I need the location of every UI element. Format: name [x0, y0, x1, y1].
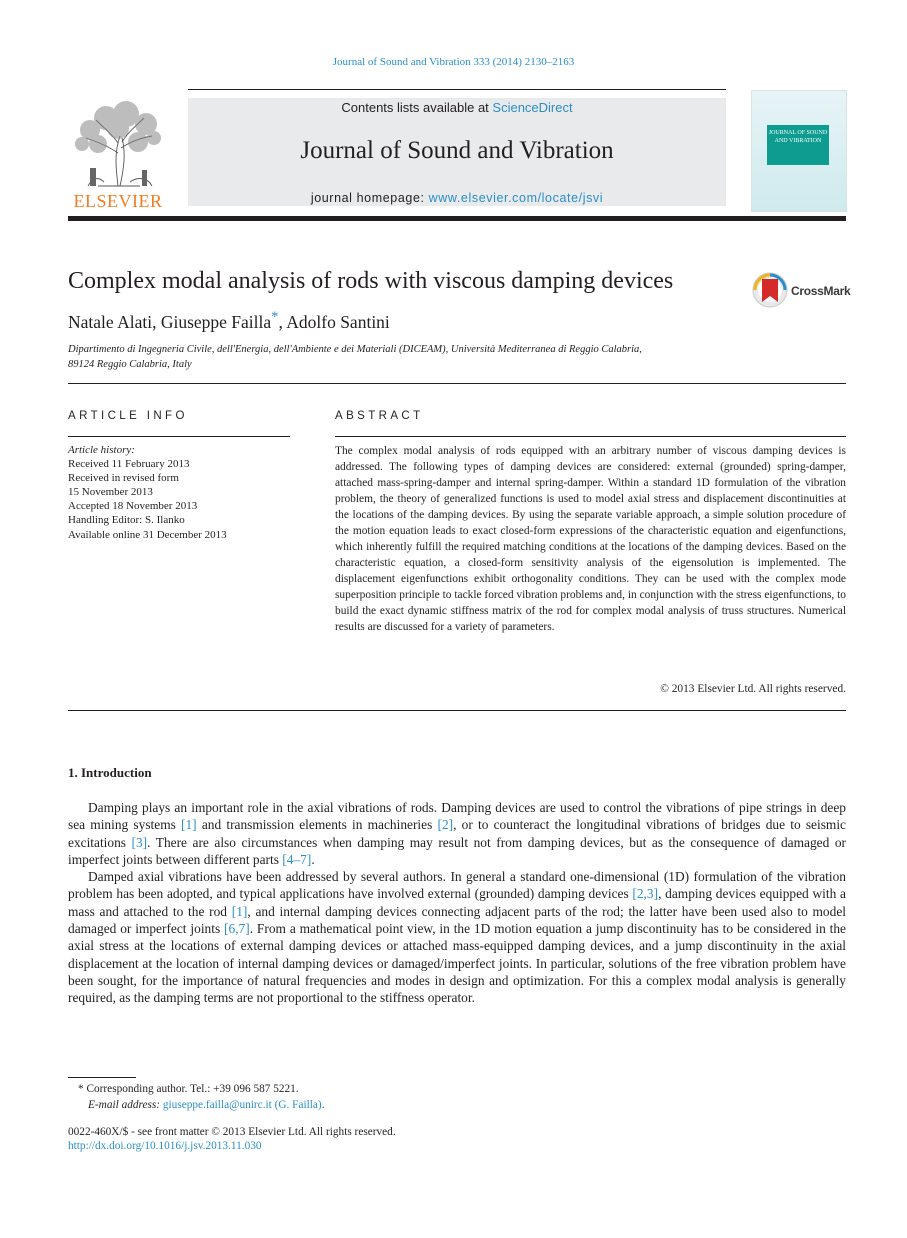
history-item: Received in revised form	[68, 472, 179, 485]
front-matter-note: 0022-460X/$ - see front matter © 2013 Elsevier Ltd. All rights reserved.	[68, 1126, 396, 1138]
intro-paragraph	[68, 799, 846, 868]
intro-paragraph	[68, 868, 846, 1006]
journal-homepage	[188, 191, 726, 205]
author-list	[68, 309, 390, 333]
sciencedirect-link[interactable]: ScienceDirect	[492, 100, 573, 115]
paragraph-text: , damping devices equipped with a mass and attached to the rod	[68, 886, 846, 919]
citation-link[interactable]: [2,3]	[632, 886, 659, 902]
author-name: Giuseppe Failla	[160, 311, 272, 332]
author-separator: ,	[152, 311, 161, 332]
header-bottom-rule	[68, 216, 846, 221]
affiliation	[68, 342, 768, 372]
history-item: 15 November 2013	[68, 486, 153, 499]
article-info-heading: ARTICLE INFO	[68, 410, 188, 422]
header-top-rule	[188, 89, 726, 90]
paragraph-text: . There are also circumstances when damping may result not from damping devices, but as the consequence of damaged or imperfect joints between different parts	[68, 834, 846, 867]
article-title: Complex modal analysis of rods with viscous damping devices	[68, 268, 674, 294]
history-item: Handling Editor: S. Ilanko	[68, 514, 185, 527]
email-link[interactable]: giuseppe.failla@unirc.it (G. Failla)	[162, 1099, 322, 1111]
email-label: E-mail address:	[88, 1099, 163, 1111]
affiliation-line: 89124 Reggio Calabria, Italy	[68, 359, 192, 370]
corresponding-author-mark[interactable]: *	[271, 309, 279, 325]
email-end: .	[321, 1099, 325, 1111]
crossmark-icon[interactable]	[752, 272, 788, 308]
history-label: Article history:	[68, 444, 135, 456]
homepage-prefix: journal homepage:	[310, 191, 429, 205]
email-note	[88, 1099, 325, 1111]
article-info-rule	[68, 436, 290, 437]
history-item: Accepted 18 November 2013	[68, 500, 198, 513]
paragraph-text: . From a mathematical point view, in the 1D motion equation a jump discontinuity has to be considered in the axial stress at the locations of external damping devices or attached mass-equipped damping devices, and a jump discontinuity in the axial displacement at the location of internal damping devices or damaged/imperfect joints. In particular, solutions of the free vibration problem have been sought, for the importance of natural frequencies and modes in design and optimization. For this a complex modal analysis is generally required, as the damping terms are not proportional to the stiffness operator.	[68, 921, 847, 1006]
history-item: Received 11 February 2013	[68, 458, 190, 471]
contents-line	[188, 100, 726, 115]
homepage-link[interactable]: www.elsevier.com/locate/jsvi	[428, 191, 604, 205]
abstract-rule	[335, 436, 846, 437]
abstract-text: The complex modal analysis of rods equipped with an arbitrary number of viscous damping devices is addressed. The following types of damping devices are considered: external (grounded) spring-damper, attached mass-spring-damper and internal spring-damper. Within a standard 1D formulation of the vibration problem, the theory of generalized functions is used to model axial stress and displacement discontinuities at the locations of the damping devices. By using the separate variable approach, a simple solution procedure of the motion equation leads to exact closed-form expressions of the characteristic equation and eigenfunctions, which inherently fulfill the required matching conditions at the locations of the damping devices. Based on the characteristic equation, a closed-form sensitivity analysis of the eigensolution is implemented. The displacement eigenfunctions exhibit orthogonality conditions. They can be used with the complex mode superposition principle to tackle forced vibration problems and, in conjunction with the stress eigenfunctions, to build the exact dynamic stiffness matrix of the rod for complex modal analysis of truss structures. Numerical results are discussed for a variety of parameters.	[335, 445, 846, 633]
author-separator: ,	[278, 311, 287, 332]
paragraph-text: , or to counteract the longitudinal vibrations of bridges due to seismic excitations	[68, 817, 846, 850]
history-item: Available online 31 December 2013	[68, 528, 227, 541]
author-name: Adolfo Santini	[286, 311, 390, 332]
contents-prefix: Contents lists available at	[341, 100, 493, 115]
abstract-heading: ABSTRACT	[335, 410, 424, 422]
introduction-body	[68, 799, 846, 1007]
journal-citation[interactable]: Journal of Sound and Vibration 333 (2014) 2130–2163	[332, 56, 575, 68]
elsevier-wordmark: ELSEVIER	[73, 191, 163, 211]
citation-link[interactable]: [4–7]	[282, 851, 312, 867]
citation-link[interactable]: [1]	[231, 903, 248, 919]
affiliation-line: Dipartimento di Ingegneria Civile, dell'Energia, dell'Ambiente e dei Materiali (DICEAM), Università Mediterranea di Reggio Calabria,	[68, 344, 642, 355]
abstract-copyright: © 2013 Elsevier Ltd. All rights reserved.	[660, 683, 846, 695]
citation-link[interactable]: [6,7]	[224, 921, 250, 937]
citation-link[interactable]: [3]	[131, 834, 148, 850]
paragraph-text: Damped axial vibrations have been addressed by several authors. In general a standard one-dimensional (1D) formulation of the vibration problem has been adopted, and typical applications have involved external (grounded) damping devices	[68, 869, 846, 902]
citation-link[interactable]: [1]	[181, 817, 197, 833]
crossmark-label[interactable]: CrossMark	[791, 284, 851, 298]
section-rule	[68, 710, 846, 711]
author-name: Natale Alati	[68, 311, 153, 332]
paragraph-text: Damping plays an important role in the axial vibrations of rods. Damping devices are used to control the vibrations of pipe strings in deep sea mining systems	[68, 800, 846, 833]
journal-name: Journal of Sound and Vibration	[300, 137, 614, 164]
journal-cover-title: JOURNAL OF SOUND AND VIBRATION	[768, 130, 828, 144]
section-rule	[68, 383, 846, 384]
footnote-rule	[68, 1077, 136, 1078]
introduction-heading: 1. Introduction	[68, 765, 152, 780]
doi-link[interactable]: http://dx.doi.org/10.1016/j.jsv.2013.11.030	[68, 1140, 262, 1152]
citation-link[interactable]: [2]	[437, 817, 454, 833]
paragraph-text: .	[311, 851, 315, 867]
article-history	[68, 443, 227, 542]
corresponding-author-note: * Corresponding author. Tel.: +39 096 587 5221.	[78, 1083, 299, 1095]
paragraph-text: , and internal damping devices connecting adjacent parts of the rod; the latter have been used also to model damaged or imperfect joints	[68, 903, 846, 937]
paragraph-text: and transmission elements in machineries	[196, 817, 438, 833]
